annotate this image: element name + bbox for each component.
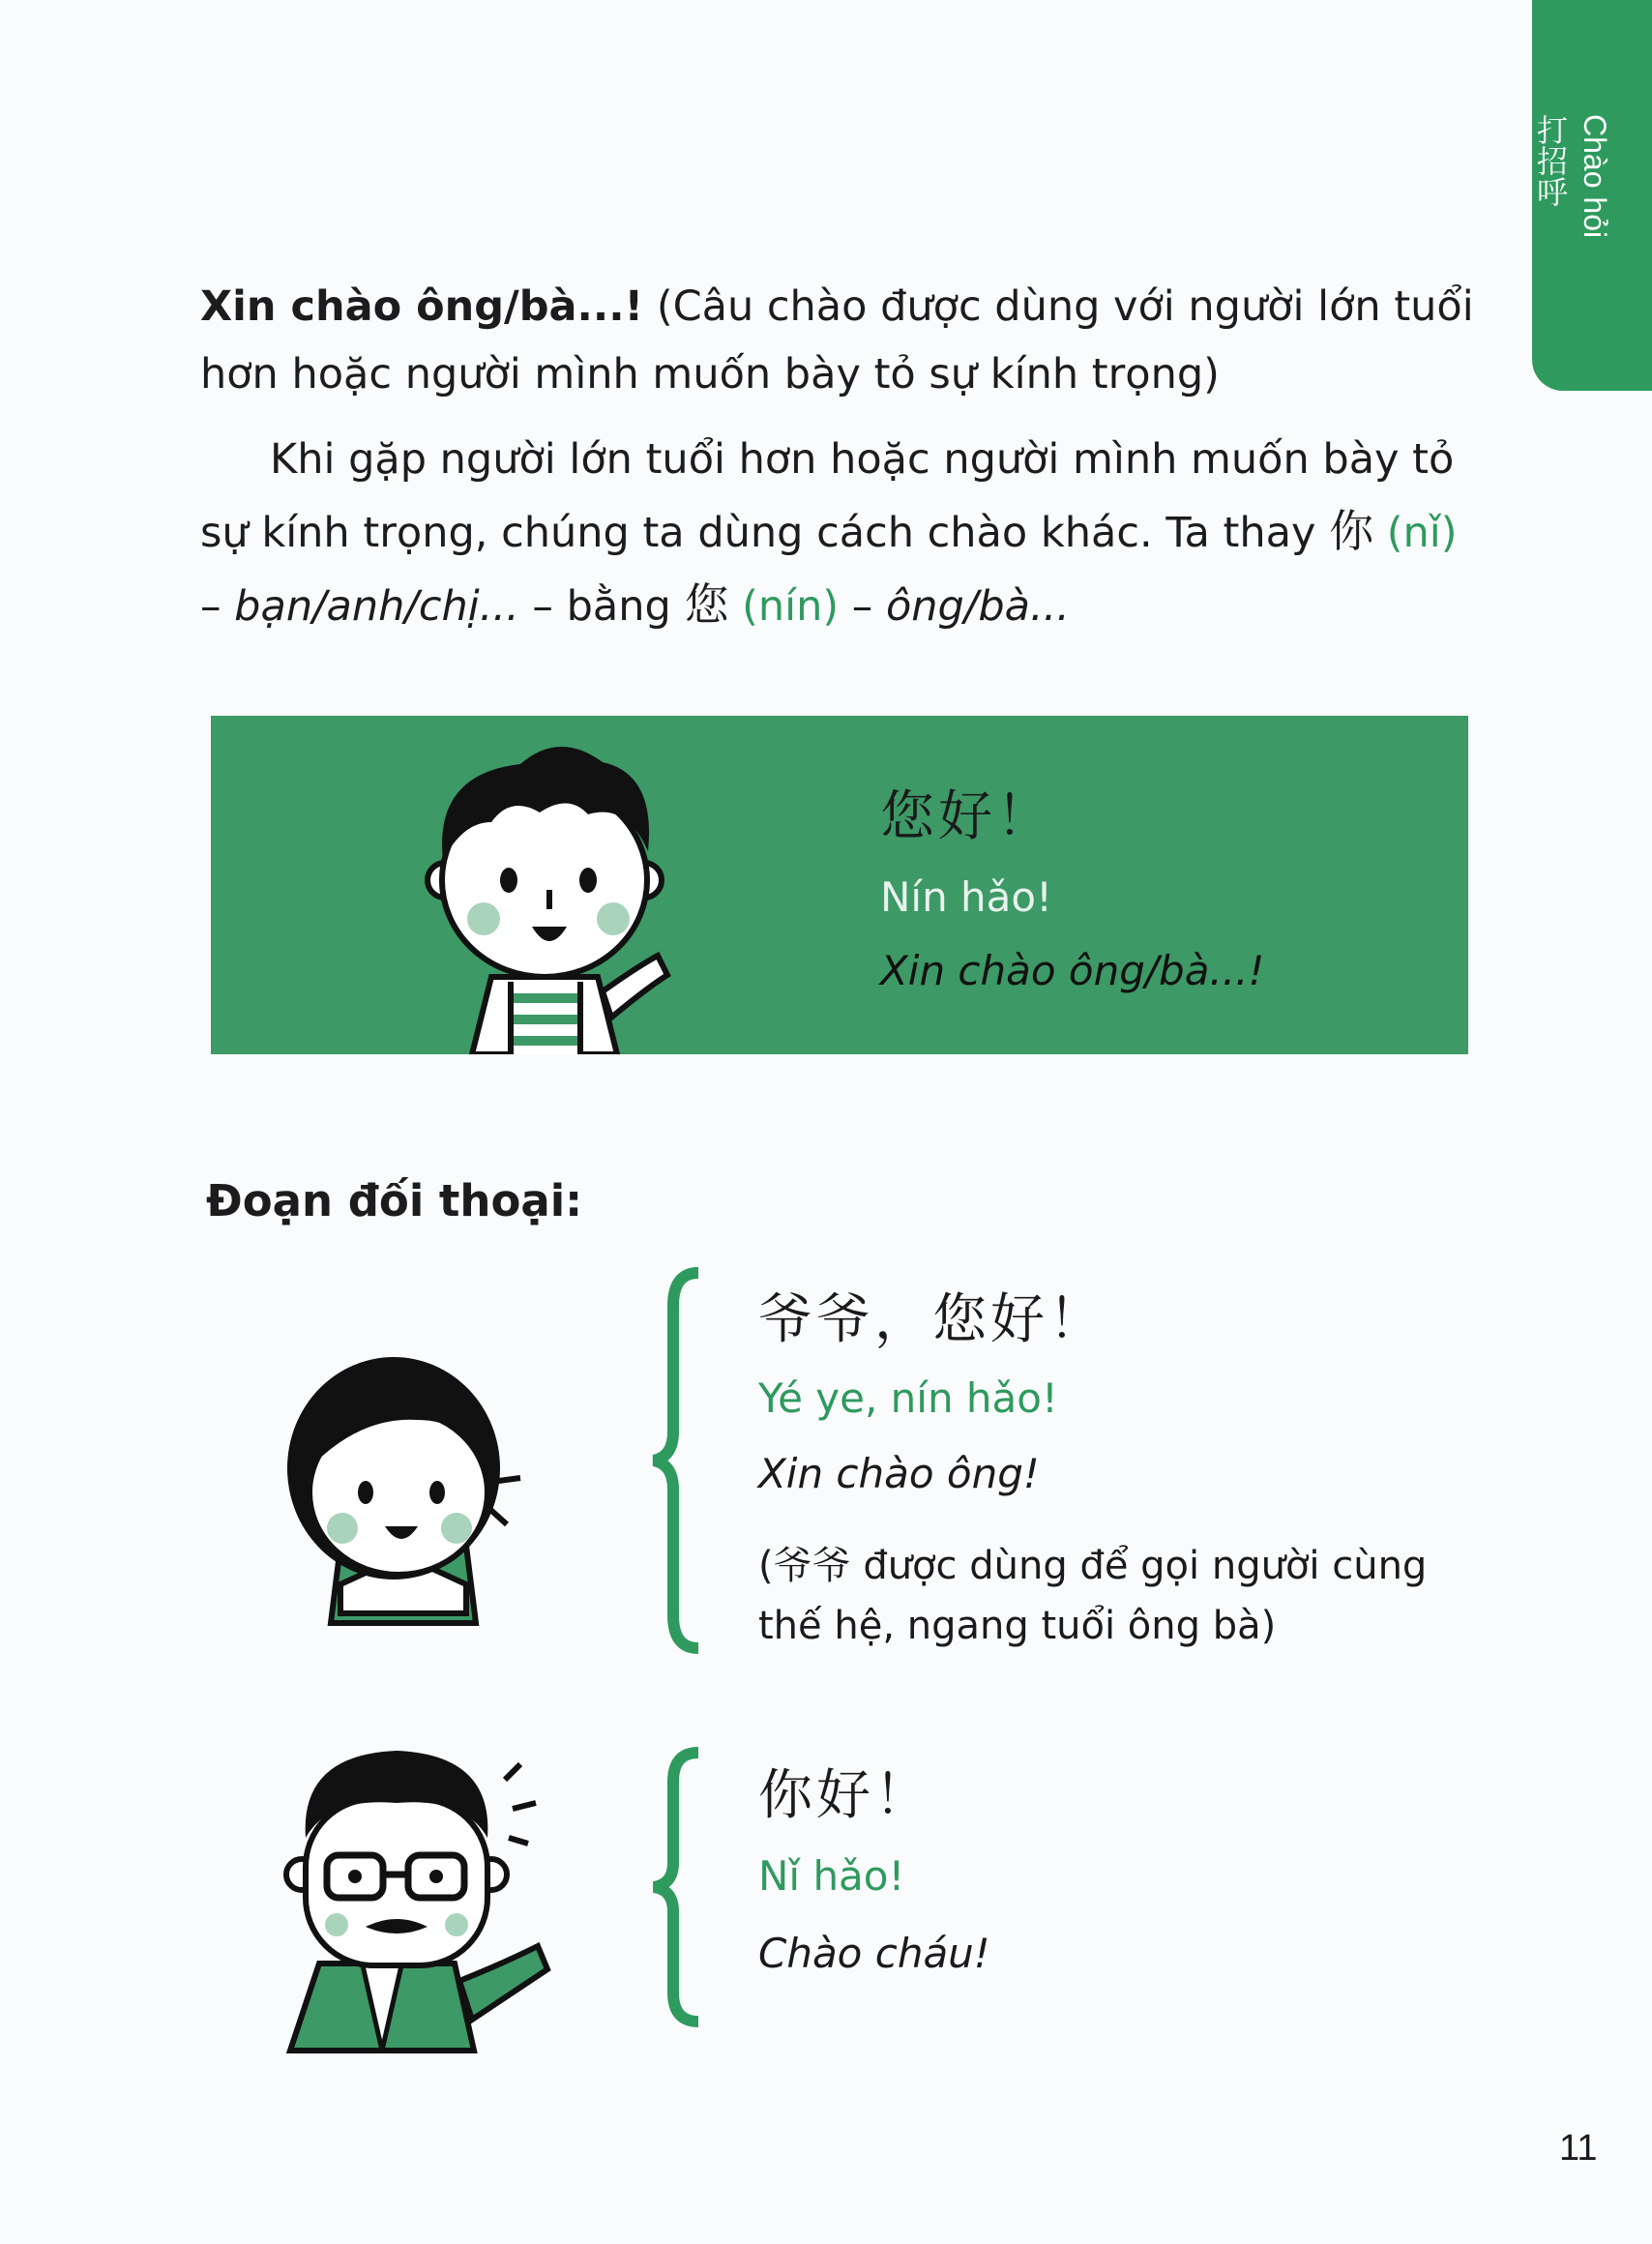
intro-heading-bold: Xin chào ông/bà...!	[200, 282, 644, 331]
intro-hanzi-nin: 您	[684, 578, 729, 631]
chapter-tab	[1532, 0, 1652, 391]
chapter-tab-text	[1528, 114, 1617, 238]
dialog-line-1-vietnamese: Xin chào ông!	[758, 1450, 1040, 1497]
page-number: 11	[1559, 2128, 1598, 2169]
intro-para-2: – bằng	[518, 582, 685, 631]
intro-heading-rest: (Câu chào được dùng với người lớn tuổi hơn hoặc người mình muốn bày tỏ sự kính trọng)	[200, 282, 1474, 399]
intro-paragraph	[200, 424, 1467, 642]
dialog-line-1-pinyin: Yé ye, nín hǎo!	[758, 1374, 1058, 1422]
dialog-line-2-hanzi: 你好！	[758, 1764, 932, 1827]
dialog-line-2-vietnamese: Chào cháu!	[758, 1930, 990, 1977]
chapter-tab-chinese: 打招呼	[1533, 114, 1568, 207]
dialog-line-1-hanzi: 爷爷，您好！	[758, 1288, 1106, 1351]
intro-para-1: Khi gặp người lớn tuổi hơn hoặc người mình muốn bày tỏ sự kính trọng, chúng ta dùng cách chào khác. Ta thay	[200, 435, 1455, 557]
brace-line-2	[646, 1747, 704, 2027]
grandpa-illustration	[280, 1741, 571, 2060]
girl-illustration	[273, 1323, 534, 1633]
dialog-line-1-note: (爷爷 được dùng để gọi người cùng thế hệ, ngang tuổi ông bà)	[758, 1544, 1428, 1648]
intro-hanzi-ni: 你	[1329, 505, 1374, 557]
intro-heading	[200, 273, 1496, 408]
dialog-line-2-pinyin: Nǐ hǎo!	[758, 1852, 905, 1900]
intro-dash-2: –	[839, 582, 886, 631]
boy-illustration	[404, 735, 694, 1054]
banner-pinyin: Nín hǎo!	[880, 873, 1052, 921]
intro-dash-1: –	[200, 582, 235, 631]
intro-pinyin-ni: (nǐ)	[1373, 509, 1458, 557]
banner-vietnamese: Xin chào ông/bà...!	[880, 947, 1265, 994]
greeting-banner	[211, 716, 1468, 1054]
banner-hanzi: 您好！	[880, 785, 1054, 848]
brace-line-1	[646, 1267, 704, 1654]
chapter-tab-vietnamese: Chào hỏi	[1578, 114, 1612, 239]
intro-pinyin-nin: (nín)	[728, 582, 840, 631]
intro-meaning-nin: ông/bà...	[885, 582, 1070, 631]
intro-meaning-ni: bạn/anh/chị...	[234, 582, 519, 631]
dialog-title: Đoạn đối thoại:	[206, 1175, 583, 1226]
